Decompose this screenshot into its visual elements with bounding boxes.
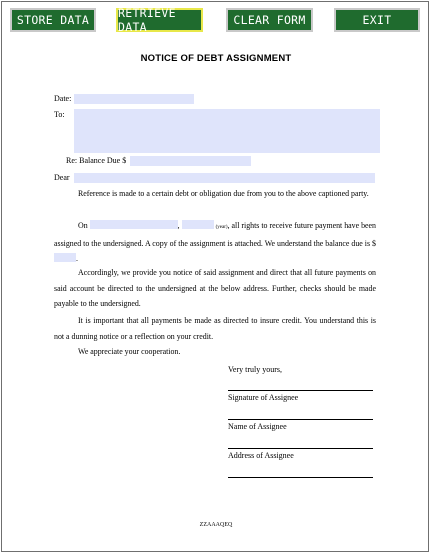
paragraph-assignment	[54, 218, 376, 267]
dear-label: Dear	[54, 173, 70, 182]
clear-form-button[interactable]: CLEAR FORM	[226, 8, 313, 32]
address-line[interactable]	[228, 448, 373, 449]
closing-text: Very truly yours,	[228, 365, 282, 374]
address-label: Address of Assignee	[228, 451, 294, 460]
name-label: Name of Assignee	[228, 422, 287, 431]
paragraph-reference	[54, 186, 376, 202]
toolbar	[0, 0, 432, 36]
year-label: (year)	[215, 225, 228, 230]
date-label: Date:	[54, 94, 72, 103]
address-line-2[interactable]	[228, 477, 373, 478]
paragraph-important-text: It is important that all payments be made as directed to insure credit. You understand this is not a dunning notice or a reflection on your credit.	[54, 316, 376, 341]
period-text: .	[76, 254, 78, 263]
balance-amount-field[interactable]	[54, 253, 76, 262]
date-field[interactable]	[74, 94, 194, 104]
name-line[interactable]	[228, 419, 373, 420]
re-balance-label: Re: Balance Due $	[66, 156, 127, 165]
assignment-year-field[interactable]	[182, 220, 214, 229]
on-label: On	[78, 221, 88, 230]
footer-code: ZZAAAQEQ	[199, 522, 233, 528]
paragraph-important	[54, 313, 376, 344]
paragraph-assignment-text: , all rights to receive future payment have been assigned to the undersigned. A copy of the assignment is attached. We understand the balance due is $	[54, 221, 377, 248]
paragraph-appreciate	[54, 344, 376, 360]
signature-label: Signature of Assignee	[228, 393, 299, 402]
paragraph-accordingly	[54, 265, 376, 312]
to-label: To:	[54, 110, 65, 119]
paragraph-reference-text: Reference is made to a certain debt or obligation due from you to the above captioned party.	[78, 189, 369, 198]
exit-button[interactable]: EXIT	[334, 8, 420, 32]
paragraph-accordingly-text: Accordingly, we provide you notice of said assignment and direct that all future payments on said account be directed to the undersigned at the below address. Further, checks should be made payable to the undersigned.	[54, 268, 376, 308]
store-data-button[interactable]: STORE DATA	[10, 8, 96, 32]
document-title: NOTICE OF DEBT ASSIGNMENT	[140, 53, 292, 64]
assignment-date-field[interactable]	[90, 220, 178, 229]
comma-text: ,	[177, 221, 180, 230]
balance-due-field[interactable]	[130, 156, 251, 166]
paragraph-appreciate-text: We appreciate your cooperation.	[78, 347, 181, 356]
retrieve-data-button[interactable]: RETRIEVE DATA	[116, 8, 203, 32]
dear-name-field[interactable]	[74, 173, 375, 183]
signature-line[interactable]	[228, 390, 373, 391]
to-address-field[interactable]	[74, 109, 380, 153]
